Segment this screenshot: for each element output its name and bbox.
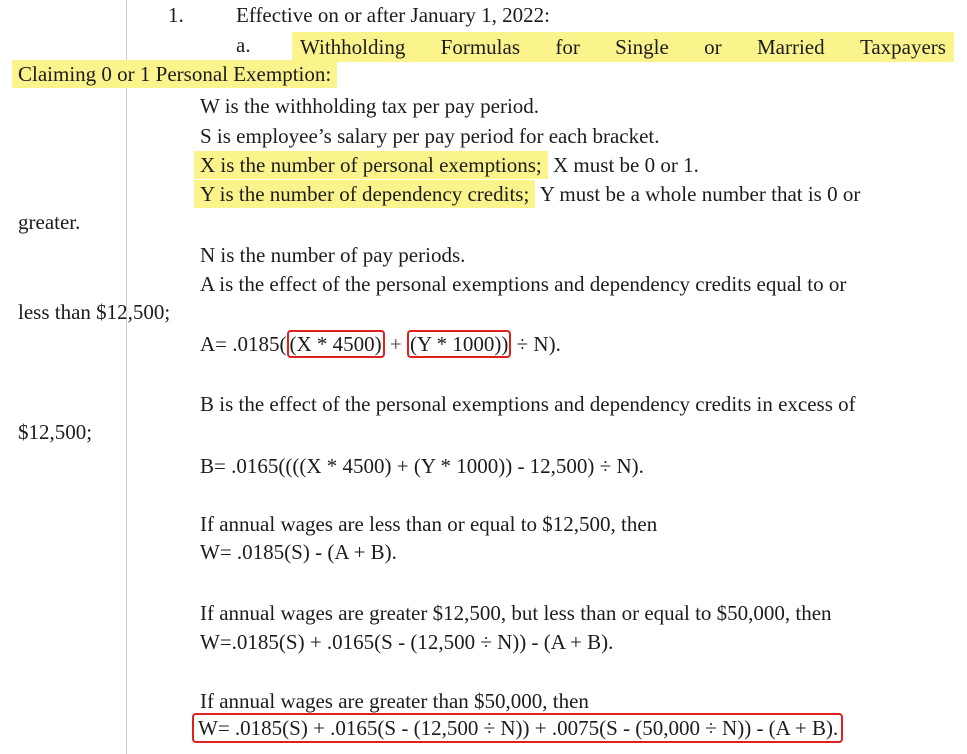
formula-a-box-exemptions: (X * 4500) xyxy=(287,330,385,358)
subitem-heading-line1 xyxy=(292,32,954,62)
heading-word: for xyxy=(555,35,580,59)
definition-b-line1: B is the effect of the personal exemptions and dependency credits in excess of xyxy=(200,392,856,416)
case1-condition: If annual wages are less than or equal to $12,500, then xyxy=(200,512,658,536)
heading-highlight: Claiming 0 or 1 Personal Exemption: xyxy=(12,60,337,88)
heading-word: or xyxy=(704,35,722,59)
formula-a xyxy=(200,331,561,357)
definition-a-line1: A is the effect of the personal exemptions and dependency credits equal to or xyxy=(200,272,847,296)
definition-y xyxy=(200,181,860,207)
subitem-heading-line2 xyxy=(18,61,337,87)
definition-x-rest: X must be 0 or 1. xyxy=(547,153,699,177)
heading-word: Taxpayers xyxy=(859,35,946,59)
formula-b: B= .0165((((X * 4500) + (Y * 1000)) - 12,500) ÷ N). xyxy=(200,454,644,478)
case2-formula: W=.0185(S) + .0165(S - (12,500 ÷ N)) - (A + B). xyxy=(200,630,614,654)
case3-formula-box xyxy=(192,715,843,741)
definition-s: S is employee’s salary per pay period for each bracket. xyxy=(200,124,660,148)
definition-x xyxy=(200,152,699,178)
formula-a-plus: + xyxy=(384,332,408,356)
formula-a-prefix: A= .0185( xyxy=(200,332,287,356)
definition-y-rest: Y must be a whole number that is 0 or xyxy=(535,182,861,206)
definition-y-highlight: Y is the number of dependency credits; xyxy=(194,180,535,208)
definition-b-line2: $12,500; xyxy=(18,420,93,444)
heading-word: Formulas xyxy=(440,35,520,59)
definition-n: N is the number of pay periods. xyxy=(200,243,466,267)
heading-word: Married xyxy=(756,35,825,59)
heading-word: Withholding xyxy=(300,35,406,59)
subitem-letter: a. xyxy=(236,33,251,57)
margin-line xyxy=(126,0,127,754)
definition-x-highlight: X is the number of personal exemptions; xyxy=(194,151,548,179)
case2-condition: If annual wages are greater $12,500, but less than or equal to $50,000, then xyxy=(200,601,832,625)
heading-word: Single xyxy=(615,35,669,59)
case3-condition: If annual wages are greater than $50,000, then xyxy=(200,689,589,713)
formula-a-suffix: ÷ N). xyxy=(511,332,561,356)
item-text: Effective on or after January 1, 2022: xyxy=(236,3,550,27)
case3-formula: W= .0185(S) + .0165(S - (12,500 ÷ N)) + .0075(S - (50,000 ÷ N)) - (A + B). xyxy=(192,713,843,743)
item-number: 1. xyxy=(168,3,184,27)
case1-formula: W= .0185(S) - (A + B). xyxy=(200,540,397,564)
definition-y-continued: greater. xyxy=(18,210,81,234)
definition-w: W is the withholding tax per pay period. xyxy=(200,94,540,118)
formula-a-box-dependents: (Y * 1000)) xyxy=(407,330,511,358)
definition-a-line2: less than $12,500; xyxy=(18,300,171,324)
